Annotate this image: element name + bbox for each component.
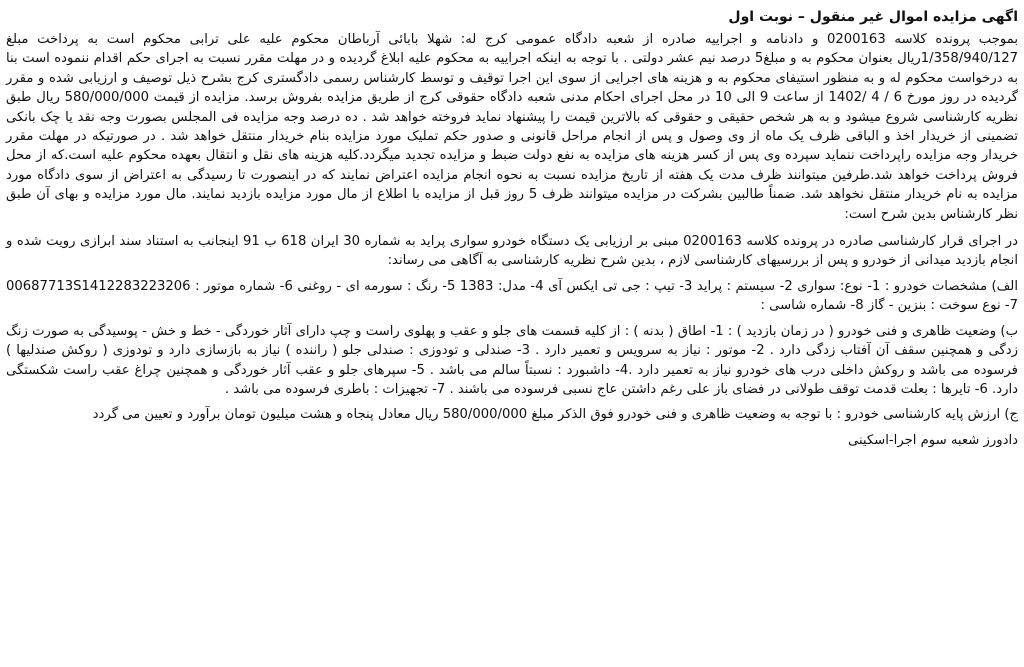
vehicle-valuation-section: ج) ارزش پایه کارشناسی خودرو : با توجه به وضعیت ظاهری و فنی خودرو فوق الذکر مبلغ 580/000/000 ریال معادل پنجاه و هشت میلیون تومان برآورد و تعیین می گردد xyxy=(92,407,1018,423)
auction-notice xyxy=(6,6,1018,661)
vehicle-condition-section: ب) وضعیت ظاهری و فنی خودرو ( در زمان بازدید ) : 1- اطاق ( بدنه ) : از کلیه قسمت های جلو و عقب و پهلوی راست و چپ دارای آثار خوردگی - خط و خش - پوسیدگی به صورت زنگ زدگی و همچنین سقف آن آفتاب زدگی دارد . 2- موتور : نیاز به سرویس و تعمیر دارد . 3- صندلی و تودوزی : صندلی جلو ( راننده ) نیاز به بازسازی دارد و تودوزی ( روکش صندلیها ) فرسوده می باشد و روکش داخلی درب های خودرو نیاز به تعمیر دارد .4- داشبورد : نسبتاً سالم می باشد . 5- سپرهای جلو و عقب آثار خوردگی و همچنین چراغ عقب راست شکستگی دارد. 6- تایرها : بعلت قدمت توقف طولانی در فضای باز علی رغم داشتن عاج نسبی فرسوده می باشند . 7- تجهیزات : باطری فرسوده می باشد . xyxy=(6,323,1019,397)
notice-intro-paragraph: بموجب پرونده کلاسه 0200163 و دادنامه و اجراییه صادره از شعبه دادگاه عمومی کرج له: شهلا بابائی آرباطان محکوم علیه علی ترابی محکوم است به پرداخت مبلغ 1/358/940/127ریال بعنوان محکوم به و مبلغ5 درصد نیم عشر دولتی . با توجه به اینکه اجراییه به محکوم علیه ابلاغ گردیده و در مهلت مقرر نسبت به اجرای حکم اقدام ننموده است بنا به درخواست محکوم له و به منظور استیفای محکوم به و هزینه های اجرایی از سوی این اجرا توقیف و توسط کارشناس رسمی دادگستری کرج بشرح ذیل توصیف و ارزیابی شده و مقرر گردیده در روز مورخ 6 / 4 /1402 از ساعت 9 الی 10 در محل اجرای احکام مدنی شعبه دادگاه حقوقی کرج از طریق مزایده بفروش برسد. مزایده از قیمت 580/000/000 ریال طبق نظریه کارشناسی شروع میشود و به هر شخص حقیقی و حقوقی که بالاترین قیمت را پیشنهاد نماید فروخته خواهد شد . ده درصد وجه مزایده فی المجلس بصورت وجه نقد یا چک بانکی تضمینی از خریدار اخذ و الباقی ظرف یک ماه از وی وصول و پس از انجام مراحل قانونی و صدور حکم تملیک مورد مزایده بنام خریدار منتقل خواهد شد . در صورتیکه در مهلت مقرر خریدار وجه مزایده راپرداخت ننماید سپرده وی پس از کسر هزینه های مزایده به نفع دولت ضبط و مزایده تجدید میگردد.کلیه هزینه های نقل و انتقال بعهده محکوم علیه است.که از محل فروش پرداخت خواهد شد.طرفین میتوانند ظرف مدت یک هفته از تاریخ مزایده نسبت به نحوه انجام مزایده اعتراض نمایند که در اینصورت تا رسیدگی به اعتراض از سوی دادگاه مورد مزایده به نام خریدار منتقل نخواهد شد. ضمناً طالبین بشرکت در مزایده میتوانند ظرف 5 روز قبل از مزایده با اطلاع از مال مورد مزایده بازدید نمایند. مال مورد مزایده و بهای آن طبق نظر کارشناس بدین شرح است: xyxy=(6,32,1019,222)
vehicle-specs-section: الف) مشخصات خودرو : 1- نوع: سواری 2- سیستم : پراید 3- تیپ : جی تی ایکس آی 4- مدل: 1383 5- رنگ : سورمه ای - روغنی 6- شماره موتور : 00687713S1412283223206 7- نوع سوخت : بنزین - گاز 8- شماره شاسی : xyxy=(6,278,1018,314)
notice-title: اگهی مزایده اموال غیر منقول – نوبت اول xyxy=(728,9,1018,25)
officer-signature: دادورز شعبه سوم اجرا-اسکینی xyxy=(847,432,1018,448)
expert-intro-paragraph: در اجرای قرار کارشناسی صادره در پرونده کلاسه 0200163 مبنی بر ارزیابی یک دستگاه خودرو سواری پراید به شماره 30 ایران 618 ب 91 اینجانب به استناد سند ابرازی رویت شده و انجام بازدید میدانی از خودرو و پس از بررسیهای کارشناسی لازم ، بدین شرح نظریه کارشناسی به آگاهی می رساند: xyxy=(6,234,1019,269)
